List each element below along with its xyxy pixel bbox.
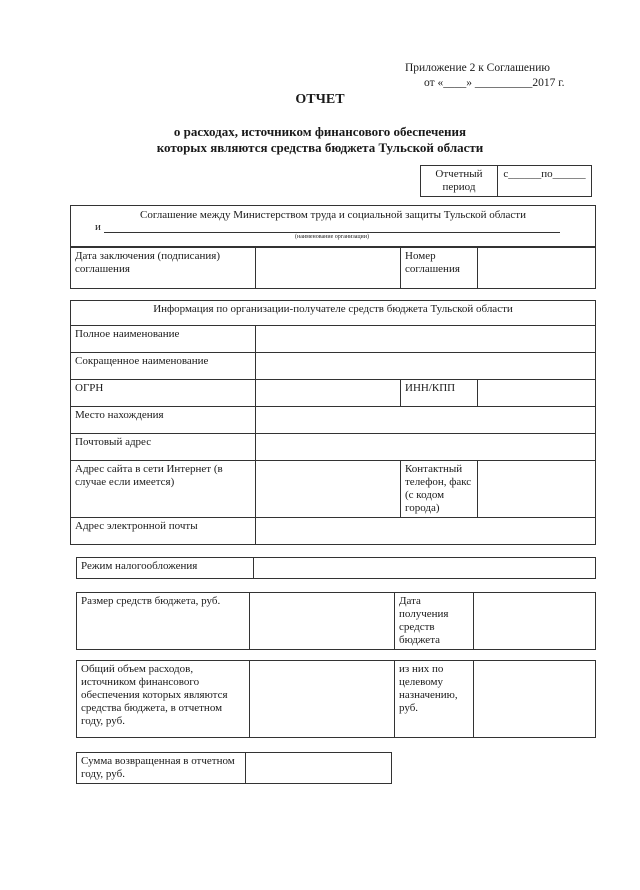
ogrn-label: ОГРН bbox=[71, 380, 256, 407]
website-value[interactable] bbox=[256, 461, 401, 518]
budget-amount-label: Размер средств бюджета, руб. bbox=[77, 593, 250, 650]
website-label: Адрес сайта в сети Интернет (в случае если имеется) bbox=[71, 461, 256, 518]
org-name-caption: (наименование организации) bbox=[295, 234, 369, 240]
report-title: ОТЧЕТ bbox=[295, 92, 345, 107]
ogrn-value[interactable] bbox=[256, 380, 401, 407]
tax-table bbox=[76, 557, 596, 579]
report-subtitle-1: о расходах, источником финансового обеспечения bbox=[173, 124, 467, 139]
refund-label: Сумма возвращенная в отчетном году, руб. bbox=[77, 753, 246, 784]
org-info-table bbox=[70, 300, 596, 545]
total-expenses-value[interactable] bbox=[250, 661, 395, 738]
agreement-heading: Соглашение между Министерством труда и социальной защиты Тульской области bbox=[140, 209, 526, 221]
full-name-label: Полное наименование bbox=[71, 326, 256, 353]
postal-label: Почтовый адрес bbox=[71, 434, 256, 461]
total-expenses-label: Общий объем расходов, источником финансового обеспечения которых являются средства бюджета, в отчетном году, руб. bbox=[77, 661, 250, 738]
contact-value[interactable] bbox=[478, 461, 596, 518]
agreement-number-value[interactable] bbox=[478, 248, 596, 289]
email-label: Адрес электронной почты bbox=[71, 518, 256, 545]
full-name-value[interactable] bbox=[256, 326, 596, 353]
contact-label: Контактный телефон, факс (с кодом города) bbox=[401, 461, 478, 518]
postal-value[interactable] bbox=[256, 434, 596, 461]
org-info-heading: Информация по организации-получателе средств бюджета Тульской области bbox=[71, 301, 596, 326]
agreement-date-value[interactable] bbox=[256, 248, 401, 289]
agreement-number-label: Номер соглашения bbox=[401, 248, 478, 289]
expenses-table bbox=[76, 660, 596, 738]
inn-kpp-label: ИНН/КПП bbox=[401, 380, 478, 407]
appendix-line-1: Приложение 2 к Соглашению bbox=[405, 62, 550, 74]
budget-date-label: Дата получения средств бюджета bbox=[395, 593, 474, 650]
email-value[interactable] bbox=[256, 518, 596, 545]
refund-value[interactable] bbox=[246, 753, 392, 784]
location-value[interactable] bbox=[256, 407, 596, 434]
period-label: Отчетный период bbox=[421, 166, 498, 197]
tax-label: Режим налогообложения bbox=[77, 558, 254, 579]
targeted-expenses-value[interactable] bbox=[474, 661, 596, 738]
agreement-table bbox=[70, 247, 596, 289]
agreement-and: и bbox=[95, 221, 101, 233]
agreement-date-label: Дата заключения (подписания) соглашения bbox=[71, 248, 256, 289]
period-table bbox=[420, 165, 592, 197]
short-name-label: Сокращенное наименование bbox=[71, 353, 256, 380]
budget-amount-value[interactable] bbox=[250, 593, 395, 650]
tax-value[interactable] bbox=[254, 558, 596, 579]
budget-date-value[interactable] bbox=[474, 593, 596, 650]
appendix-line-2: от «____» __________2017 г. bbox=[424, 77, 565, 89]
inn-kpp-value[interactable] bbox=[478, 380, 596, 407]
refund-table bbox=[76, 752, 392, 784]
report-subtitle-2: которых являются средства бюджета Тульской области bbox=[156, 140, 484, 155]
location-label: Место нахождения bbox=[71, 407, 256, 434]
short-name-value[interactable] bbox=[256, 353, 596, 380]
targeted-expenses-label: из них по целевому назначению, руб. bbox=[395, 661, 474, 738]
period-value[interactable]: с______по______ bbox=[498, 166, 592, 197]
budget-table bbox=[76, 592, 596, 650]
